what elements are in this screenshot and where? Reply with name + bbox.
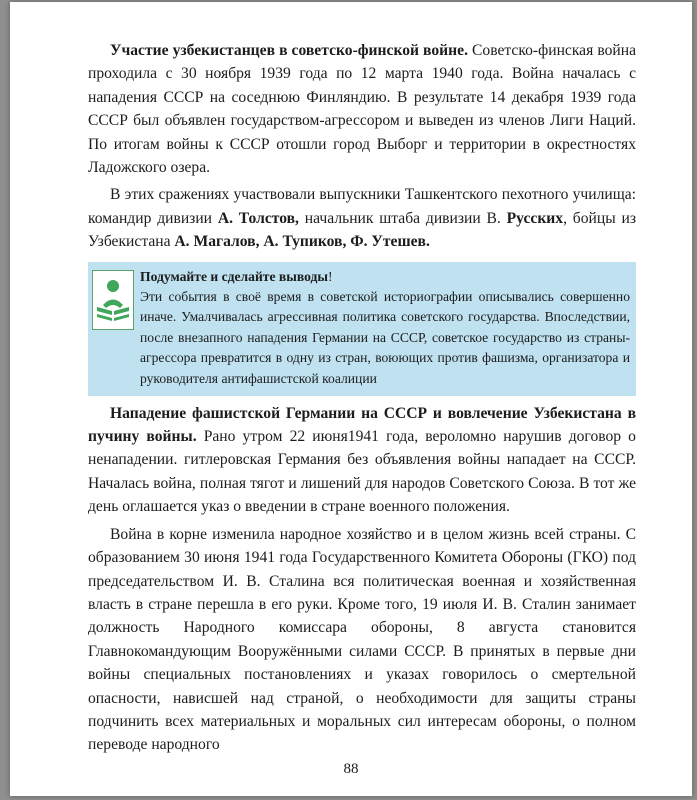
callout-text: Эти события в своё время в советской историографии описывались совершенно иначе. Умалчивалась агрессивная политика советского государства. Впоследствии, после внезапного нападения Германии на СССР, советское государство из страны-агрессора превратится в одну из стран, воюющих против фашизма, организатора и руководителя антифашистской коалиции	[140, 289, 630, 386]
paragraph-text: Рано утром 22 июня1941 года, вероломно нарушив договор о ненападении. гитлеровская Германия без объявления войны нападает на СССР. Началась война, полная тягот и лишений для народов Советского Союза. В тот же день оглашается указ о введении в стране военного положения.	[88, 428, 636, 516]
section-heading-german-attack: Нападение фашистской Германии на СССР и вовлечение Узбекистана в пучину войны.	[88, 404, 636, 446]
page-content	[88, 39, 636, 757]
page-number: 88	[343, 761, 359, 777]
paragraph-finnish-war	[88, 39, 636, 179]
paragraph-participants	[88, 183, 636, 253]
think-and-conclude-box	[88, 262, 636, 396]
section-heading-finnish-war: Участие узбекистанцев в советско-финской войне.	[110, 42, 468, 59]
document-page	[10, 2, 692, 796]
person-names: А. Магалов, А. Тупиков, Ф. Утешев.	[174, 233, 430, 251]
reading-book-icon	[92, 270, 134, 330]
paragraph-text: начальник штаба дивизии В.	[298, 209, 507, 227]
paragraph-text: , бойцы из Узбекистана	[88, 209, 637, 251]
paragraph-text: Советско-финская война проходила с 30 ноября 1939 года по 12 марта 1940 года. Война началась с нападения СССР на соседнюю Финляндию. В результате 14 декабря 1939 года СССР был объявлен государством-агрессором и выведен из членов Лиги Наций. По итогам войны к СССР отошли город Выборг и территории в окрестностях Ладожского озера.	[88, 42, 636, 177]
person-name: А. Толстов,	[217, 209, 299, 227]
paragraph-text: В этих сражениях участвовали выпускники Ташкентского пехотного училища: командир дивизии	[88, 186, 636, 227]
callout-title: Подумайте и сделайте выводы!	[140, 268, 333, 284]
paragraph-war-economy: Война в корне изменила народное хозяйство и в целом жизнь всей страны. С образованием 30 июня 1941 года Государственного Комитета Обороны (ГКО) под председательством И. В. Сталина вся политическая военная и хозяйственная власть в стране перешла в его руки. Кроме того, 19 июля И. В. Сталин занимает должность Народного комиссара обороны, 8 августа становится Главнокомандующим Вооружёнными силами СССР. В принятых в первые дни войны специальных постановлениях и указах говорилось о смертельной опасности, нависшей над страной, о необходимости для защиты страны подчинить всех материальных и моральных сил интересам обороны, о полном переводе народного	[88, 525, 636, 754]
paragraph-german-attack	[88, 402, 636, 519]
person-name: Русских	[506, 209, 564, 227]
